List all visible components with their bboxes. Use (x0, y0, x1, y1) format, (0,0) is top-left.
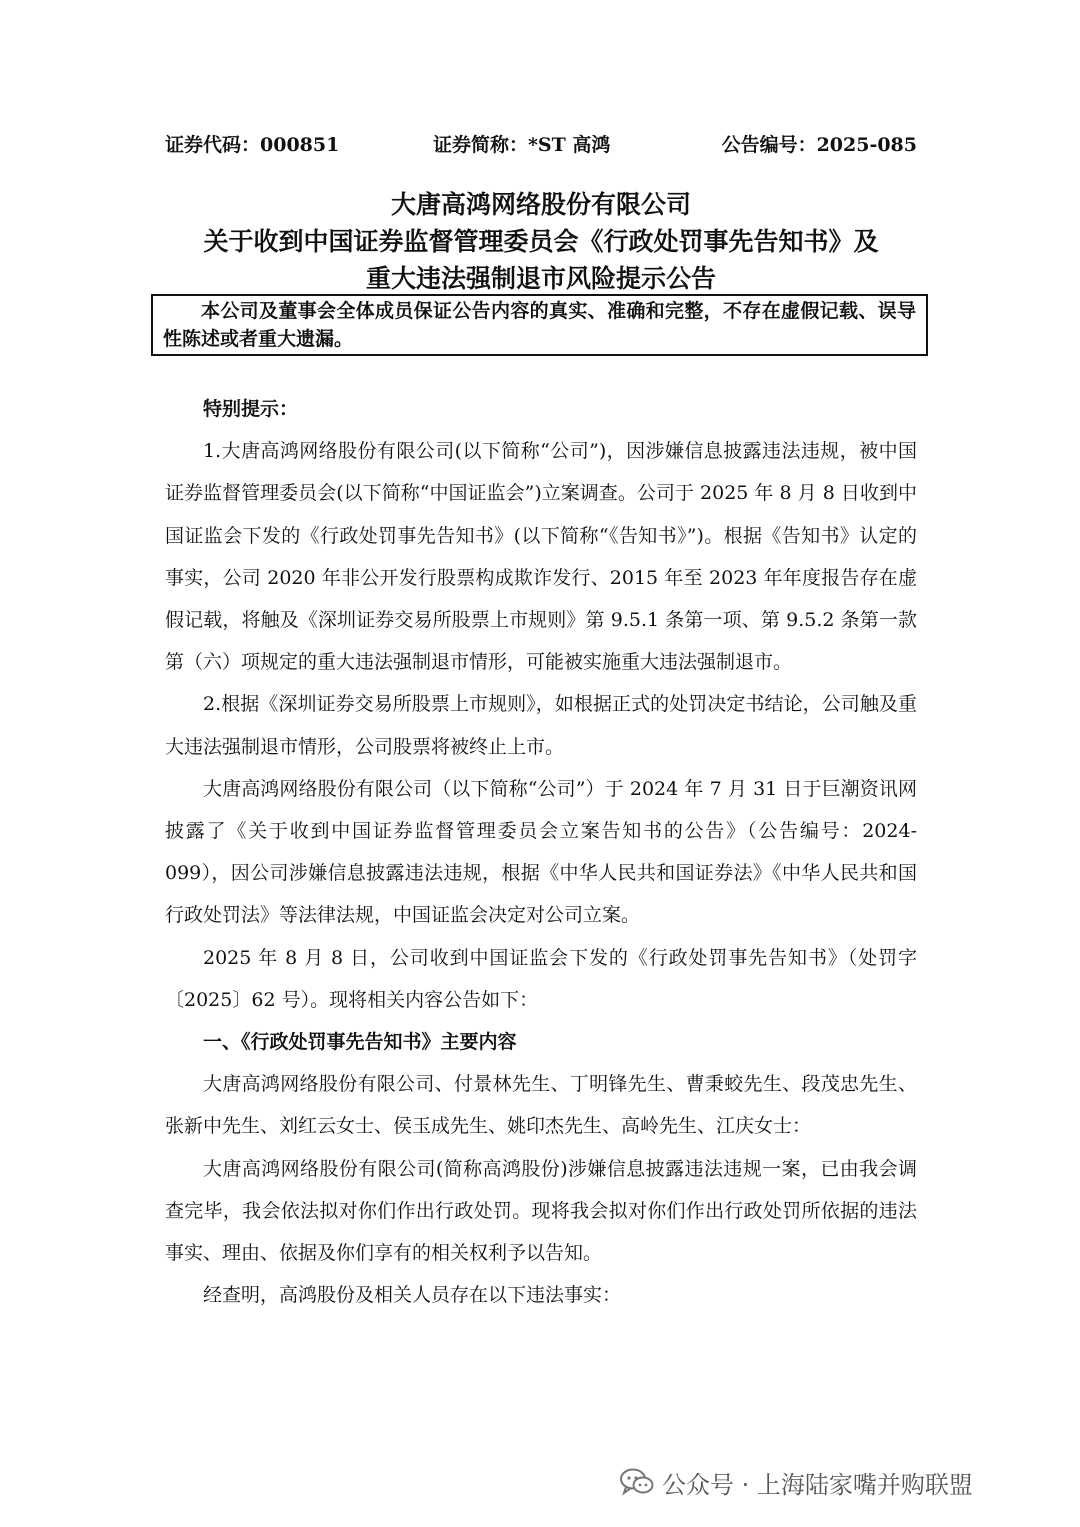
paragraph-case-filing: 大唐高鸿网络股份有限公司（以下简称“公司”）于 2024 年 7 月 31 日于巨潮资讯网披露了《关于收到中国证券监督管理委员会立案告知书的公告》（公告编号：2024-099），因公司涉嫌信息披露违法违规，根据《中华人民共和国证券法》《中华人民共和国行政处罚法》等法律法规，中国证监会决定对公司立案。 (165, 777, 917, 927)
paragraph-findings: 经查明，高鸿股份及相关人员存在以下违法事实： (203, 1284, 622, 1307)
paragraph-parties: 大唐高鸿网络股份有限公司、付景林先生、丁明锋先生、曹秉蛟先生、段茂忠先生、张新中先生、刘红云女士、侯玉成先生、姚印杰先生、高岭先生、江庆女士： (165, 1073, 917, 1138)
watermark-text: 公众号 · 上海陆家嘴并购联盟 (662, 1470, 973, 1499)
announcement-header (165, 130, 917, 160)
special-notice-item-2: 2.根据《深圳证券交易所股票上市规则》，如根据正式的处罚决定书结论，公司触及重大违法强制退市情形，公司股票将被终止上市。 (165, 693, 917, 758)
announcement-number: 公告编号：2025-085 (721, 134, 917, 156)
security-abbreviation: 证券简称：*ST 高鸿 (433, 134, 611, 156)
section-1-heading: 一、《行政处罚事先告知书》主要内容 (203, 1031, 517, 1054)
board-guarantee-notice (151, 294, 928, 356)
special-notice-heading: 特别提示： (203, 398, 299, 420)
title-line-1: 大唐高鸿网络股份有限公司 (390, 190, 691, 219)
wechat-watermark (620, 1462, 973, 1502)
wechat-icon (620, 1468, 654, 1496)
announcement-title (150, 186, 932, 297)
title-line-3: 重大违法强制退市风险提示公告 (365, 264, 716, 293)
paragraph-notice-received: 2025 年 8 月 8 日，公司收到中国证监会下发的《行政处罚事先告知书》（处罚字〔2025〕62 号）。现将相关内容公告如下： (165, 946, 917, 1011)
title-line-2: 关于收到中国证券监督管理委员会《行政处罚事先告知书》及 (203, 227, 879, 256)
notice-text: 本公司及董事会全体成员保证公告内容的真实、准确和完整，不存在虚假记载、误导性陈述或者重大遗漏。 (163, 300, 916, 350)
special-notice-item-1: 1.大唐高鸿网络股份有限公司(以下简称“公司”)，因涉嫌信息披露违法违规，被中国证券监督管理委员会(以下简称“中国证监会”)立案调查。公司于 2025 年 8 月 8 日收到中国证监会下发的《行政处罚事先告知书》(以下简称“《告知书》”)。根据《告知书》认定的事实，公司 2020 年非公开发行股票构成欺诈发行、2015 年至 2023 年年度报告存在虚假记载，将触及《深圳证券交易所股票上市规则》第 9.5.1 条第一项、第 9.5.2 条第一款第（六）项规定的重大违法强制退市情形，可能被实施重大违法强制退市。 (165, 440, 917, 674)
paragraph-investigation: 大唐高鸿网络股份有限公司(简称高鸿股份)涉嫌信息披露违法违规一案，已由我会调查完毕，我会依法拟对你们作出行政处罚。现将我会拟对你们作出行政处罚所依据的违法事实、理由、依据及你们享有的相关权利予以告知。 (165, 1157, 917, 1265)
announcement-body (165, 388, 917, 1316)
security-code: 证券代码：000851 (165, 134, 340, 156)
